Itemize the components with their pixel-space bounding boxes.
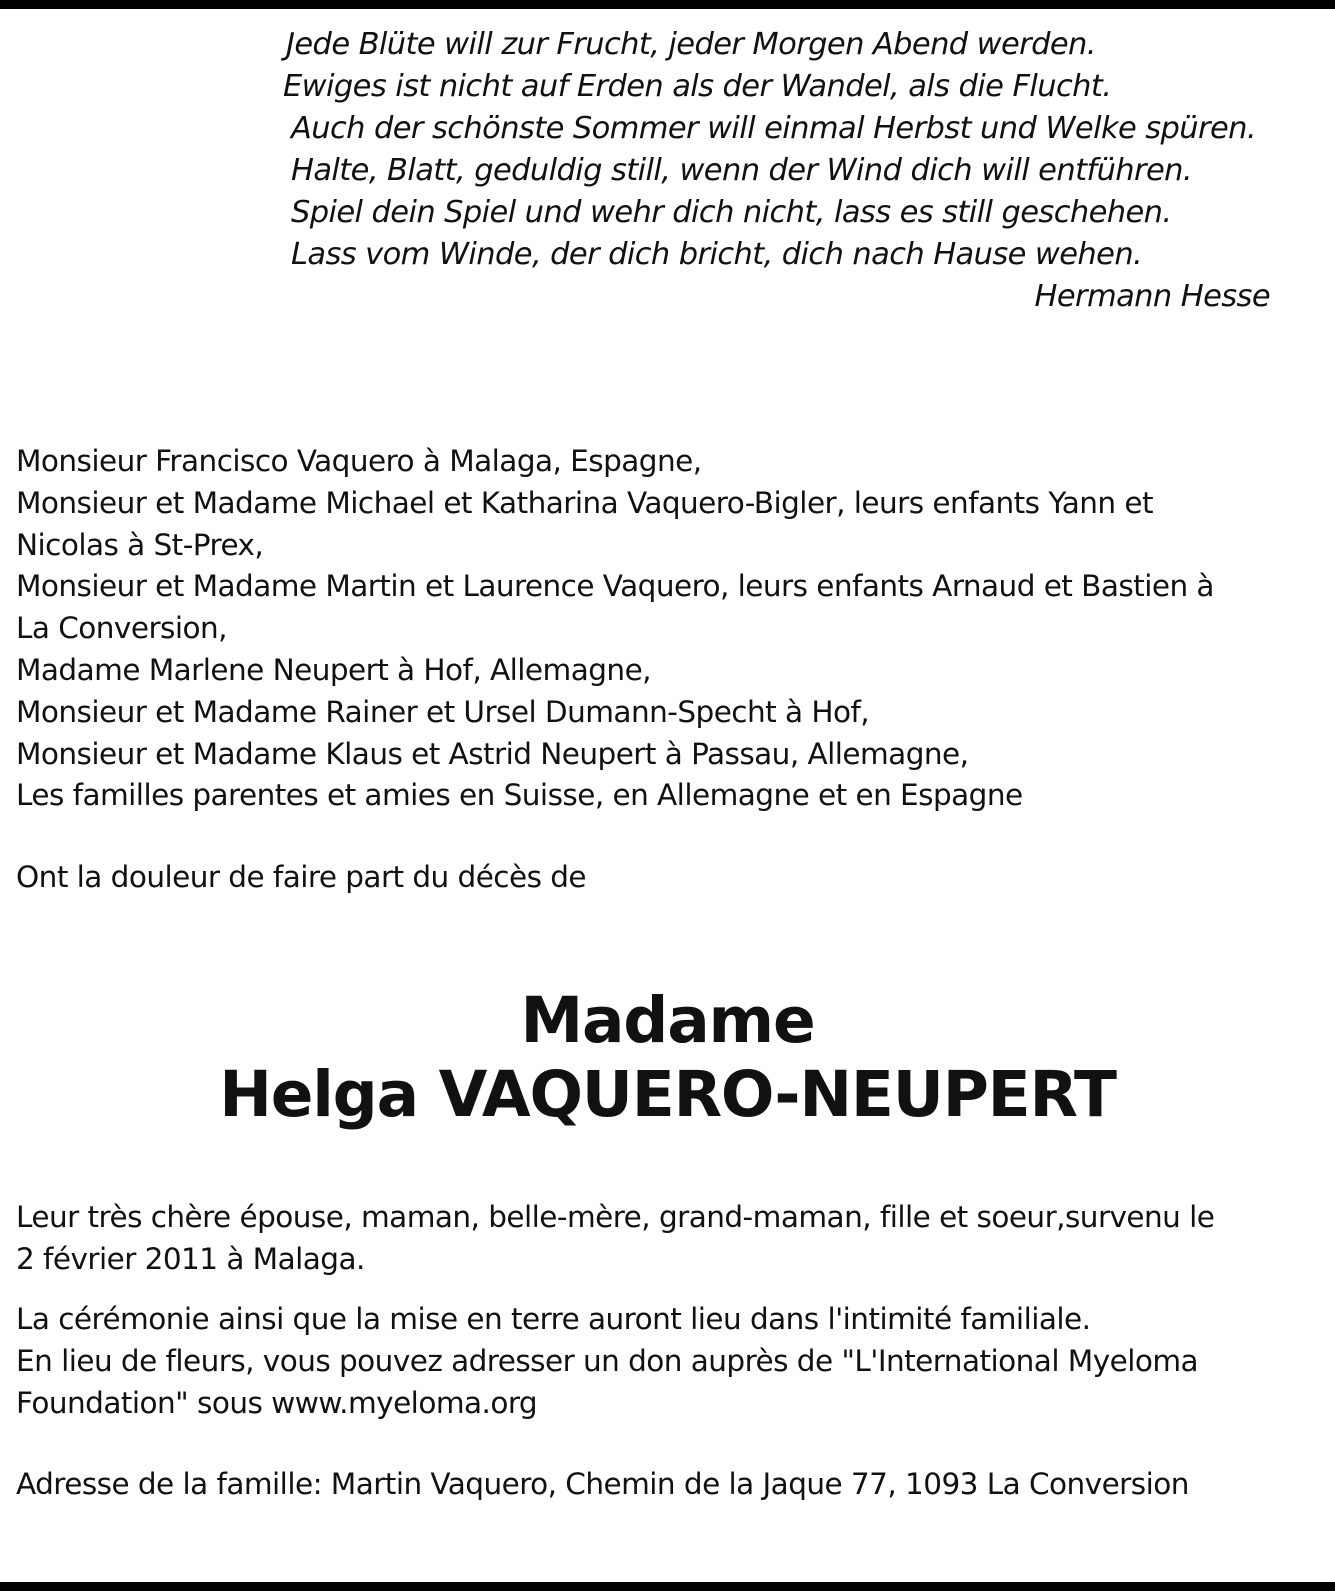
bottom-rule <box>0 1582 1335 1591</box>
family-line: Monsieur et Madame Rainer et Ursel Dumann-Specht à Hof, <box>16 694 870 729</box>
poem-line: Lass vom Winde, der dich bricht, dich nach Hause wehen. <box>291 237 1143 272</box>
poem <box>283 24 1296 318</box>
poem-line: Halte, Blatt, geduldig still, wenn der Wind dich will entführen. <box>291 153 1192 188</box>
announcement-intro: Ont la douleur de faire part du décès de <box>16 860 586 894</box>
text-line: La cérémonie ainsi que la mise en terre auront lieu dans l'intimité familiale. <box>16 1302 1091 1336</box>
family-line: Monsieur et Madame Klaus et Astrid Neupert à Passau, Allemagne, <box>16 736 969 771</box>
family-list <box>16 441 1318 817</box>
family-line: Les familles parentes et amies en Suisse, en Allemagne et en Espagne <box>16 778 1023 813</box>
poem-author: Hermann Hesse <box>1034 279 1270 314</box>
text-line: Foundation" sous www.myeloma.org <box>16 1386 538 1420</box>
family-line: Monsieur et Madame Michael et Katharina Vaquero-Bigler, leurs enfants Yann et <box>16 485 1153 520</box>
family-line: Madame Marlene Neupert à Hof, Allemagne, <box>16 652 651 687</box>
deceased-name-block <box>0 984 1335 1132</box>
family-line: La Conversion, <box>16 611 227 646</box>
deceased-title: Madame <box>520 984 815 1057</box>
poem-line: Jede Blüte will zur Frucht, jeder Morgen Abend werden. <box>286 27 1096 62</box>
text-line: En lieu de fleurs, vous pouvez adresser un don auprès de "L'International Myeloma <box>16 1344 1199 1378</box>
text-line: 2 février 2011 à Malaga. <box>16 1242 365 1276</box>
death-notice-paragraph <box>16 1196 1318 1280</box>
poem-line: Spiel dein Spiel und wehr dich nicht, lass es still geschehen. <box>291 195 1172 230</box>
text-line: Leur très chère épouse, maman, belle-mère, grand-maman, fille et soeur,survenu le <box>16 1200 1215 1234</box>
poem-line: Ewiges ist nicht auf Erden als der Wandel, als die Flucht. <box>283 69 1112 104</box>
family-line: Monsieur Francisco Vaquero à Malaga, Espagne, <box>16 444 702 478</box>
top-rule <box>0 0 1335 9</box>
deceased-name: Helga VAQUERO-NEUPERT <box>219 1058 1116 1131</box>
family-line: Nicolas à St-Prex, <box>16 527 264 562</box>
ceremony-paragraph <box>16 1298 1318 1424</box>
text-line: Adresse de la famille: Martin Vaquero, Chemin de la Jaque 77, 1093 La Conversion <box>16 1467 1189 1501</box>
family-address <box>16 1463 1318 1505</box>
poem-line: Auch der schönste Sommer will einmal Herbst und Welke spüren. <box>291 111 1256 146</box>
family-line: Monsieur et Madame Martin et Laurence Vaquero, leurs enfants Arnaud et Bastien à <box>16 569 1214 604</box>
